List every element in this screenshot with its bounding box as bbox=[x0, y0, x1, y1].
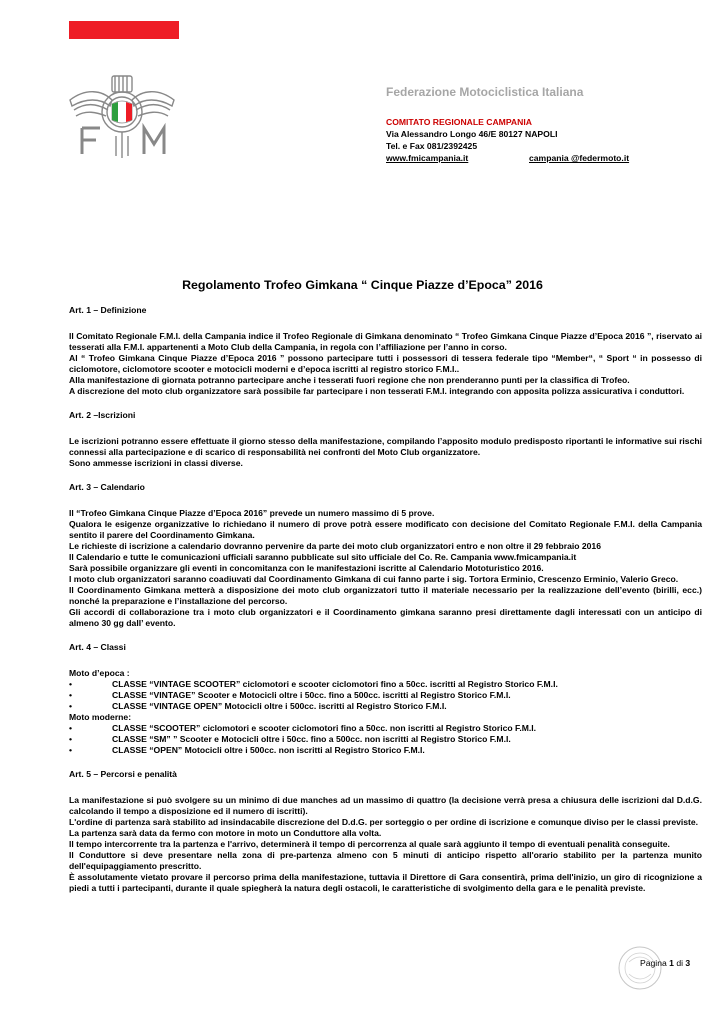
class-list-item: • CLASSE “VINTAGE” Scooter e Motocicli oltre i 50cc. fino a 500cc. iscritti al Registro Storico F.M.I. bbox=[69, 690, 511, 700]
address-line: Via Alessandro Longo 46/E 80127 NAPOLI bbox=[386, 129, 558, 139]
regulation-body bbox=[69, 305, 702, 894]
art3-paragraph: I moto club organizzatori saranno coadiuvati dal Coordinamento Gimkana di cui fanno parte i sig. Tortora Erminio, Crescenzo Erminio, Valerio Greco. bbox=[69, 574, 679, 584]
class-list-item: • CLASSE “SM” ” Scooter e Motocicli oltre i 50cc. fino a 500cc. non iscritti al Registro Storico F.M.I. bbox=[69, 734, 511, 744]
bullet-icon: • bbox=[69, 679, 73, 689]
class-list-item: • CLASSE “SCOOTER” ciclomotori e scooter ciclomotori fino a 50cc. non iscritti al Registro Storico F.M.I. bbox=[69, 723, 537, 733]
art1-paragraph: Il Comitato Regionale F.M.I. della Campania indice il Trofeo Regionale di Gimkana denominato “ Trofeo Gimkana Cinque Piazze d’Epoca 2016 ”, riservato ai tesserati alla F.M.I. appartenenti a Moto Club della Campania, in regola con l’affiliazione per l’anno in corso. bbox=[69, 331, 702, 352]
page-total: 3 bbox=[685, 958, 691, 968]
fmi-logo bbox=[66, 70, 178, 162]
art5-paragraph: La manifestazione si può svolgere su un minimo di due manches ad un massimo di quattro (la decisione verrà presa a chiusura delle iscrizioni dal D.d.G. calcolando il tempo a disposizione ed il numero di iscritti). bbox=[69, 795, 702, 816]
art3-paragraph: Gli accordi di collaborazione tra i moto club organizzatori e il Coordinamento gimkana saranno presi direttamente dagli interessati con un anticipo di almeno 30 gg dall’ evento. bbox=[69, 607, 702, 628]
page-word: Pagina bbox=[640, 958, 667, 968]
art1-heading: Art. 1 – Definizione bbox=[69, 305, 147, 315]
art3-paragraph: Il Calendario e tutte le comunicazioni ufficiali saranno pubblicate sul sito ufficiale del Co. Re. Campania www.fmicampania.it bbox=[69, 552, 577, 562]
art2-heading: Art. 2 –Iscrizioni bbox=[69, 410, 136, 420]
class-list-item: • CLASSE “VINTAGE OPEN” Motocicli oltre i 500cc. iscritti al Registro Storico F.M.I. bbox=[69, 701, 447, 711]
art5-heading: Art. 5 – Percorsi e penalità bbox=[69, 769, 177, 779]
art4-heading: Art. 4 – Classi bbox=[69, 642, 126, 652]
class-list-item: • CLASSE “OPEN” Motocicli oltre i 500cc. non iscritti al Registro Storico F.M.I. bbox=[69, 745, 425, 755]
art1-paragraph: A discrezione del moto club organizzatore sarà possibile far partecipare i non tesserati F.M.I. integrando con apposita polizza assicurativa i conduttori. bbox=[69, 386, 685, 396]
art3-paragraph: Qualora le esigenze organizzative lo richiedano il numero di prove potrà essere modificato con decisione del Comitato Regionale F.M.I. della Campania sentito il parere del Coordinamento Gimkana. bbox=[69, 519, 702, 540]
phone-line: Tel. e Fax 081/2392425 bbox=[386, 141, 478, 151]
class-list-item: • CLASSE “VINTAGE SCOOTER” ciclomotori e scooter ciclomotori fino a 50cc. iscritti al Registro Storico F.M.I. bbox=[69, 679, 558, 689]
art3-heading: Art. 3 – Calendario bbox=[69, 482, 145, 492]
art2-paragraph: Le iscrizioni potranno essere effettuate il giorno stesso della manifestazione, compilando l’apposito modulo predisposto riportanti le informative sui rischi connessi alla partecipazione e di scarico di responsabilità nei confronti del Moto Club organizzatore. bbox=[69, 436, 702, 457]
bullet-icon: • bbox=[69, 690, 73, 700]
page-number bbox=[640, 958, 690, 968]
red-header-bar bbox=[69, 21, 179, 39]
art5-paragraph: È assolutamente vietato provare il percorso prima della manifestazione, tuttavia il Direttore di Gara consentirà, prima dell'inizio, un giro di ricognizione a piedi a tutti i partecipanti, durante il quale spiegherà la natura degli ostacoli, le caratteristiche di svolgimento della gara e le penalità previste. bbox=[69, 872, 702, 893]
art5-paragraph: Il Conduttore si deve presentare nella zona di pre-partenza almeno con 5 minuti di anticipo rispetto all'orario stabilito per la partenza munito dell'equipaggiamento prescritto. bbox=[69, 850, 702, 871]
email-link[interactable]: campania @federmoto.it bbox=[529, 153, 630, 163]
bullet-icon: • bbox=[69, 723, 73, 733]
page-of: di bbox=[676, 958, 684, 968]
art5-paragraph: L'ordine di partenza sarà stabilito ad insindacabile discrezione del D.d.G. per sorteggio o per ordine di iscrizione e comunque diviso per le classi previste. bbox=[69, 817, 699, 827]
art1-paragraph: Al “ Trofeo Gimkana Cinque Piazze d’Epoca 2016 ” possono partecipare tutti i possessori di tessera federale tipo “Member“, “ Sport “ in possesso di ciclomotore, ciclomotore scooter e motocicli moderni e d’epoca iscritti al registro storico F.M.I.. bbox=[69, 353, 702, 374]
art3-paragraph: Il Coordinamento Gimkana metterà a disposizione dei moto club organizzatori tutto il materiale necessario per la realizzazione dell’evento (birilli, ecc.) nonché la preparazione e l’installazione del percorso. bbox=[69, 585, 702, 606]
epoca-label: Moto d’epoca : bbox=[69, 668, 130, 678]
art5-paragraph: La partenza sarà data da fermo con motore in moto un Conduttore alla volta. bbox=[69, 828, 382, 838]
art3-paragraph: Sarà possibile organizzare gli eventi in concomitanza con le manifestazioni iscritte al Calendario Mototuristico 2016. bbox=[69, 563, 544, 573]
moderne-label: Moto moderne: bbox=[69, 712, 132, 722]
art3-paragraph: Le richieste di iscrizione a calendario dovranno pervenire da parte dei moto club organizzatori entro e non oltre il 29 febbraio 2016 bbox=[69, 541, 601, 551]
stamp-icon bbox=[617, 938, 663, 998]
website-link[interactable]: www.fmicampania.it bbox=[386, 153, 469, 163]
art3-paragraph: Il “Trofeo Gimkana Cinque Piazze d’Epoca 2016” prevede un numero massimo di 5 prove. bbox=[69, 508, 435, 518]
committee-name: COMITATO REGIONALE CAMPANIA bbox=[386, 117, 532, 127]
art2-paragraph: Sono ammesse iscrizioni in classi diverse. bbox=[69, 458, 243, 468]
document-title: Regolamento Trofeo Gimkana “ Cinque Piazze d’Epoca” 2016 bbox=[182, 278, 543, 292]
bullet-icon: • bbox=[69, 701, 73, 711]
page-current: 1 bbox=[669, 958, 674, 968]
art1-paragraph: Alla manifestazione di giornata potranno partecipare anche i tesserati fuori regione che non prenderanno punti per la classifica di Trofeo. bbox=[69, 375, 630, 385]
federation-name: Federazione Motociclistica Italiana bbox=[386, 85, 584, 99]
bullet-icon: • bbox=[69, 734, 73, 744]
bullet-icon: • bbox=[69, 745, 73, 755]
art5-paragraph: Il tempo intercorrente tra la partenza e l'arrivo, determinerà il tempo di percorrenza al quale sarà aggiunto il tempo di eventuali penalità conseguite. bbox=[69, 839, 670, 849]
